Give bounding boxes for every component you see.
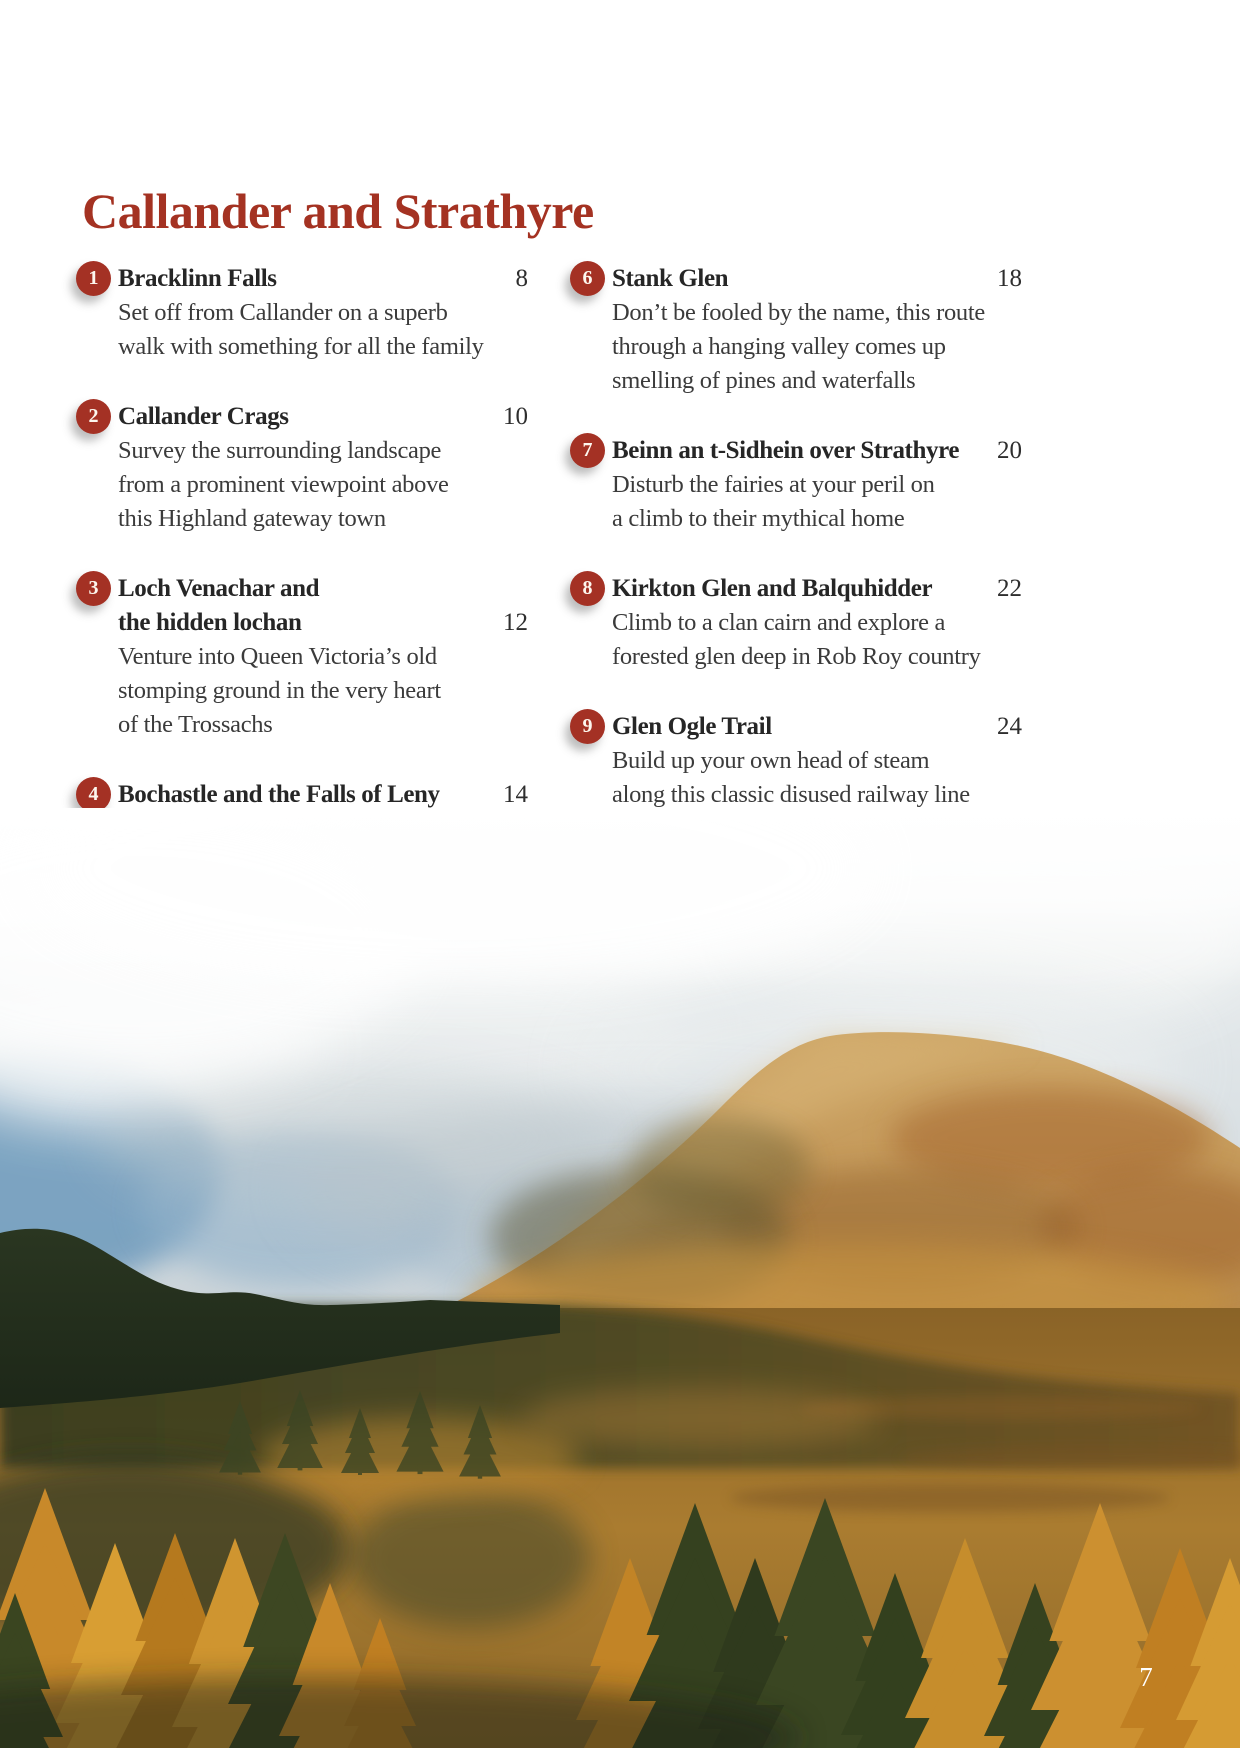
entry-page-number: 12 <box>503 609 528 636</box>
entry-title-line <box>118 262 528 296</box>
entry-title-line <box>118 778 528 812</box>
entry-description-line: walk with something for all the family <box>118 333 484 360</box>
entry-page-number: 10 <box>503 403 528 430</box>
entry-description-line: of the Trossachs <box>118 711 273 738</box>
toc-column-right <box>570 262 1022 848</box>
entry-description-line: Survey the surrounding landscape <box>118 437 442 464</box>
entry-description-line: forested glen deep in Rob Roy country <box>612 643 981 670</box>
toc-entry <box>76 400 528 536</box>
entry-number-badge: 1 <box>76 261 111 296</box>
entry-title: the hidden lochan <box>118 609 302 636</box>
entry-number-badge: 4 <box>76 777 111 812</box>
entry-number-badge: 2 <box>76 399 111 434</box>
entry-description-line: Don’t be fooled by the name, this route <box>612 299 985 326</box>
entry-description-line: stomping ground in the very heart <box>118 677 441 704</box>
entry-number-badge: 3 <box>76 571 111 606</box>
toc-entry <box>570 262 1022 398</box>
entry-title: Bracklinn Falls <box>118 265 277 292</box>
entry-title-line <box>118 606 528 640</box>
entry-title-line <box>118 572 528 606</box>
entry-description-line: along this classic disused railway line <box>612 781 970 808</box>
landscape-photo <box>0 808 1240 1748</box>
entry-description-line: Climb to a clan cairn and explore a <box>612 609 946 636</box>
entry-title-line <box>118 400 528 434</box>
entry-description-line: through a hanging valley comes up <box>612 333 946 360</box>
entry-page-number: 8 <box>515 265 528 292</box>
entry-body <box>612 572 1022 674</box>
entry-number-badge: 6 <box>570 261 605 296</box>
entry-number-badge: 7 <box>570 433 605 468</box>
entry-title: Callander Crags <box>118 403 289 430</box>
entry-body <box>118 572 528 742</box>
toc-entry <box>76 572 528 742</box>
entry-description-line: a climb to their mythical home <box>612 505 905 532</box>
page-title: Callander and Strathyre <box>82 183 594 239</box>
entry-title-line <box>612 710 1022 744</box>
entry-body <box>118 400 528 536</box>
entry-title: Kirkton Glen and Balquhidder <box>612 575 933 602</box>
entry-body <box>118 262 528 364</box>
toc-entry <box>570 710 1022 812</box>
toc-entry <box>76 262 528 364</box>
entry-description-line: smelling of pines and waterfalls <box>612 367 916 394</box>
toc-entry <box>570 434 1022 536</box>
entry-number-badge: 8 <box>570 571 605 606</box>
entry-page-number: 14 <box>503 781 528 808</box>
entry-description-line: Build up your own head of steam <box>612 747 930 774</box>
entry-page-number: 18 <box>997 265 1022 292</box>
entry-title-line <box>612 262 1022 296</box>
entry-body <box>612 710 1022 812</box>
entry-page-number: 22 <box>997 575 1022 602</box>
entry-description-line: Disturb the fairies at your peril on <box>612 471 935 498</box>
entry-page-number: 20 <box>997 437 1022 464</box>
entry-title-line <box>612 572 1022 606</box>
entry-number-badge: 9 <box>570 709 605 744</box>
toc-entry <box>570 572 1022 674</box>
entry-title: Bochastle and the Falls of Leny <box>118 781 440 808</box>
entry-title: Glen Ogle Trail <box>612 713 772 740</box>
entry-description-line: from a prominent viewpoint above <box>118 471 449 498</box>
entry-description-line: this Highland gateway town <box>118 505 386 532</box>
entry-body <box>612 262 1022 398</box>
entry-title: Loch Venachar and <box>118 575 320 602</box>
entry-title: Stank Glen <box>612 265 729 292</box>
entry-description-line: Set off from Callander on a superb <box>118 299 448 326</box>
entry-description-line: Venture into Queen Victoria’s old <box>118 643 437 670</box>
entry-body <box>612 434 1022 536</box>
entry-title-line <box>612 434 1022 468</box>
page-number: 7 <box>1139 1662 1153 1692</box>
entry-page-number: 24 <box>997 713 1022 740</box>
entry-title: Beinn an t-Sidhein over Strathyre <box>612 437 960 464</box>
